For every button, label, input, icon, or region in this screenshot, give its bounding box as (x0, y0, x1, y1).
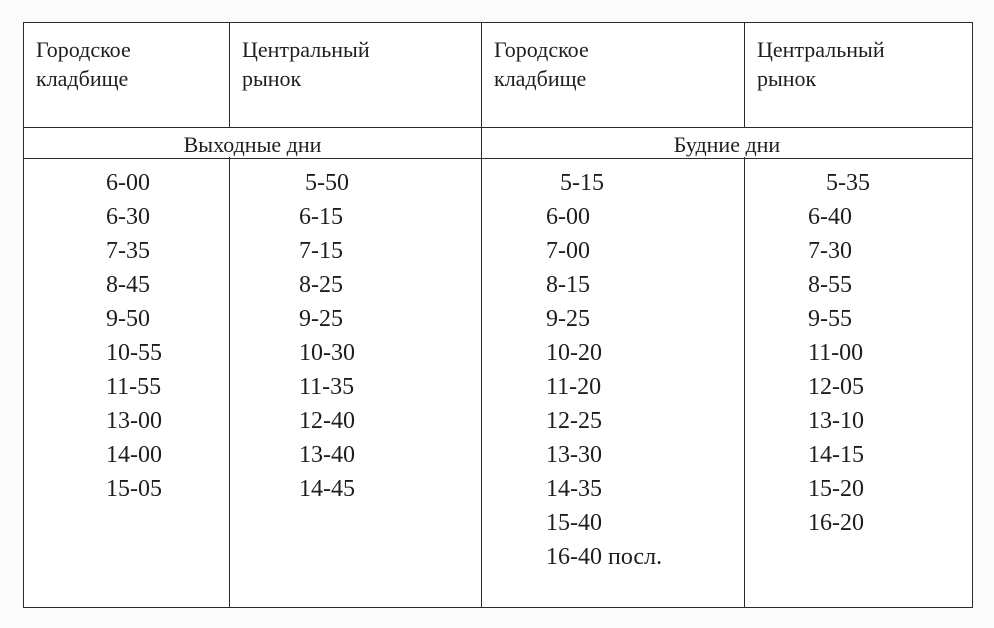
time-entry: 11-20 (546, 374, 602, 400)
weekday-cemetery-times (546, 166, 746, 574)
time-entry: 13-00 (106, 408, 162, 434)
time-entry: 15-05 (106, 476, 162, 502)
time-entry: 14-35 (546, 476, 602, 502)
weekday-market-times (808, 166, 994, 540)
time-entry: 6-30 (106, 204, 150, 230)
time-entry: 8-25 (299, 272, 343, 298)
time-entry: 7-15 (299, 238, 343, 264)
section-weekday-label: Будние дни (673, 132, 781, 157)
time-entry: 9-25 (546, 306, 590, 332)
time-entry: 12-25 (546, 408, 602, 434)
time-entry: 6-15 (299, 204, 343, 230)
time-entry: 12-05 (808, 374, 864, 400)
time-entry: 13-40 (299, 442, 355, 468)
schedule-table (23, 22, 973, 608)
time-entry: 15-20 (808, 476, 864, 502)
time-entry: 7-30 (808, 238, 852, 264)
time-entry: 11-35 (299, 374, 355, 400)
weekend-market-times (299, 166, 499, 506)
section-weekend-label: Выходные дни (183, 132, 322, 157)
time-entry: 9-55 (808, 306, 852, 332)
header-weekend-cemetery: Городское кладбище (36, 37, 131, 91)
time-entry: 8-55 (808, 272, 852, 298)
time-entry: 8-45 (106, 272, 150, 298)
header-weekday-cemetery: Городское кладбище (494, 37, 589, 91)
time-entry: 5-35 (826, 170, 870, 196)
header-weekend-market: Центральный рынок (242, 37, 370, 91)
time-entry: 7-35 (106, 238, 150, 264)
time-entry: 14-00 (106, 442, 162, 468)
time-entry: 10-30 (299, 340, 355, 366)
time-entry: 12-40 (299, 408, 355, 434)
time-entry: 6-40 (808, 204, 852, 230)
weekend-cemetery-times (106, 166, 306, 506)
time-entry: 16-40 посл. (546, 544, 663, 570)
time-entry: 5-15 (560, 170, 604, 196)
time-entry: 7-00 (546, 238, 590, 264)
time-entry: 13-30 (546, 442, 602, 468)
time-entry: 6-00 (106, 170, 150, 196)
time-entry: 15-40 (546, 510, 602, 536)
time-entry: 11-55 (106, 374, 162, 400)
time-entry: 11-00 (808, 340, 864, 366)
time-entry: 16-20 (808, 510, 864, 536)
time-entry: 6-00 (546, 204, 590, 230)
time-entry: 9-25 (299, 306, 343, 332)
time-entry: 5-50 (305, 170, 349, 196)
time-entry: 14-15 (808, 442, 864, 468)
time-entry: 8-15 (546, 272, 590, 298)
time-entry: 13-10 (808, 408, 864, 434)
header-weekday-market: Центральный рынок (757, 37, 885, 91)
time-entry: 10-20 (546, 340, 602, 366)
time-entry: 10-55 (106, 340, 162, 366)
time-entry: 9-50 (106, 306, 150, 332)
time-entry: 14-45 (299, 476, 355, 502)
